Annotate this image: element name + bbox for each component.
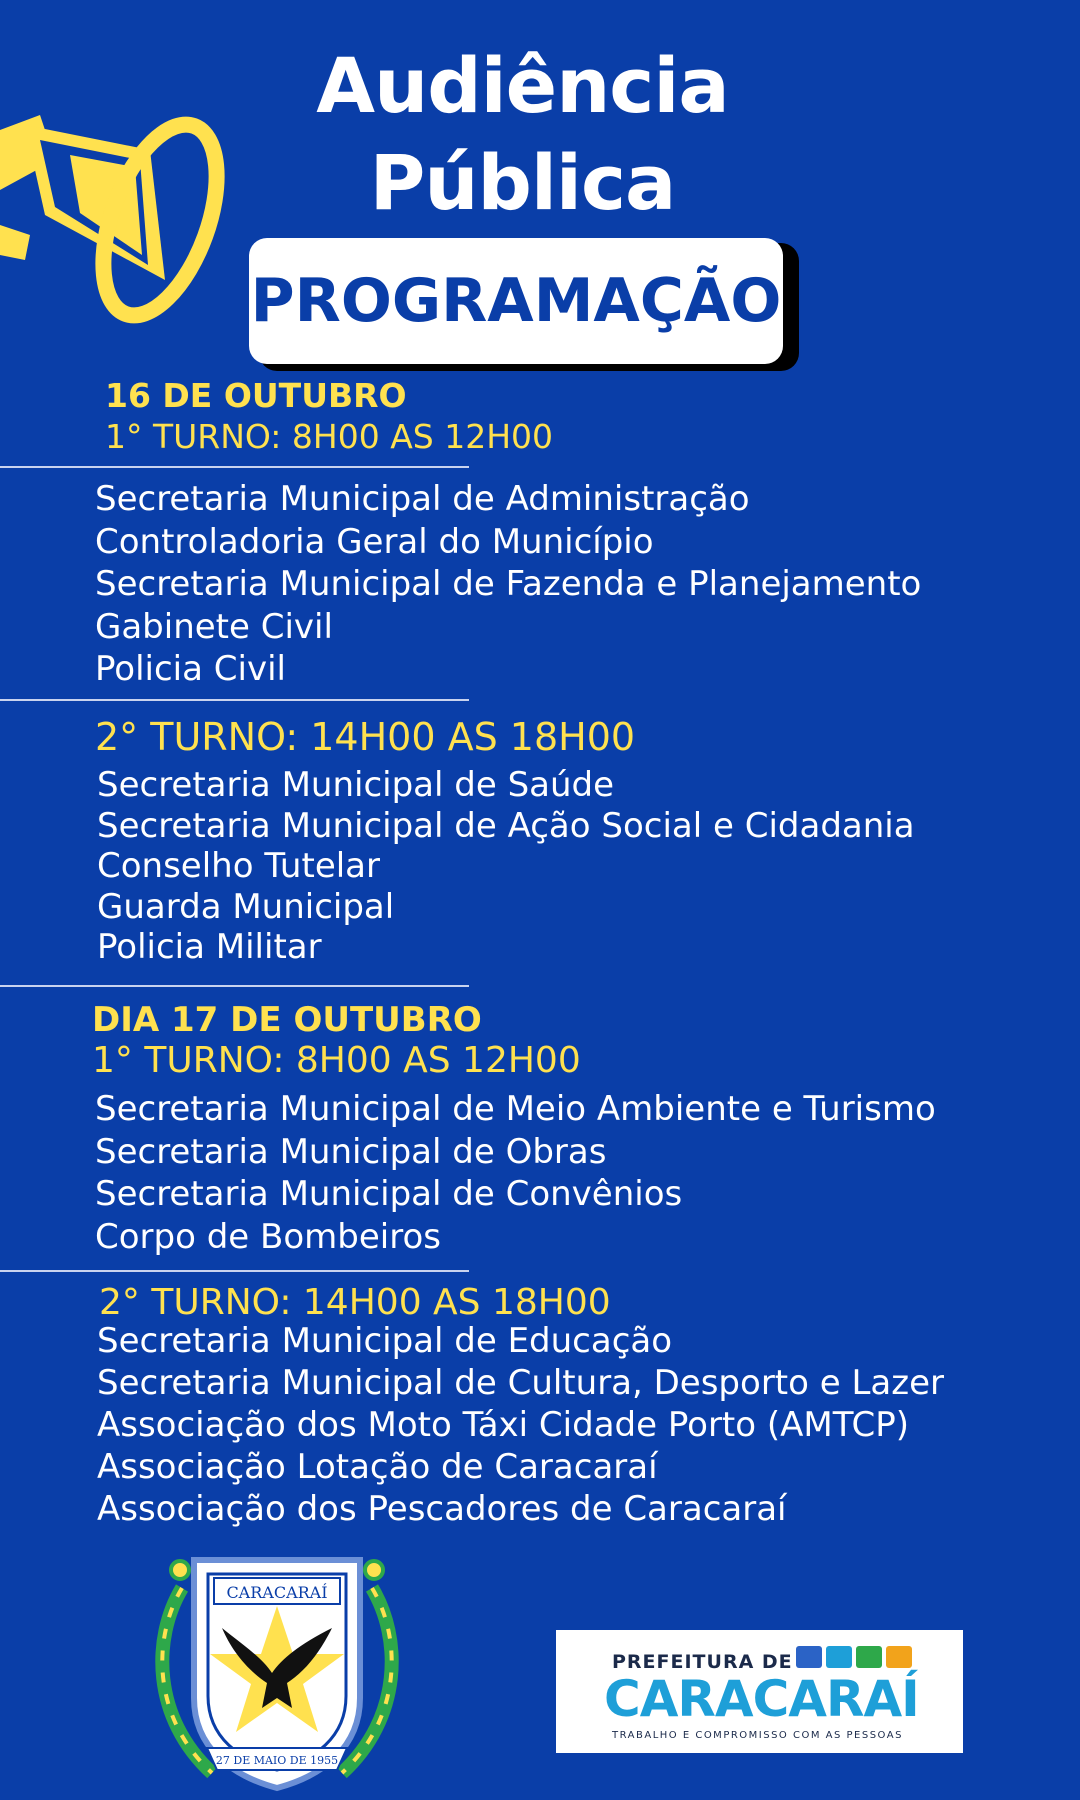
divider: [0, 466, 469, 468]
list-item: Secretaria Municipal de Educação: [97, 1321, 673, 1361]
logo-line1: PREFEITURA DE: [612, 1651, 793, 1673]
list-item: Policia Civil: [95, 649, 286, 689]
programacao-badge: [249, 238, 783, 364]
list-item: Associação dos Moto Táxi Cidade Porto (AMTCP): [97, 1405, 909, 1445]
day2-turno1-list: [95, 1088, 936, 1258]
crest-date: 27 DE MAIO DE 1955: [215, 1754, 339, 1767]
title-line-2: Pública: [369, 138, 676, 227]
list-item: Conselho Tutelar: [97, 846, 380, 886]
list-item: Corpo de Bombeiros: [95, 1216, 441, 1257]
list-item: Secretaria Municipal de Saúde: [97, 765, 615, 805]
list-item: Guarda Municipal: [97, 886, 395, 927]
list-item: Associação dos Pescadores de Caracaraí: [97, 1489, 787, 1529]
day1-turno1-label: 1° TURNO: 8H00 AS 12H00: [105, 417, 554, 456]
divider: [0, 1270, 469, 1272]
logo-line2: CARACARAÍ: [604, 1670, 919, 1728]
list-item: Secretaria Municipal de Administração: [95, 479, 750, 519]
list-item: Secretaria Municipal de Meio Ambiente e Turismo: [95, 1089, 936, 1129]
day2-date: DIA 17 DE OUTUBRO: [92, 1000, 482, 1040]
list-item: Policia Militar: [97, 927, 322, 967]
day1-date: 16 DE OUTUBRO: [105, 376, 407, 415]
divider: [0, 985, 469, 987]
list-item: Controladoria Geral do Município: [95, 521, 654, 562]
list-item: Secretaria Municipal de Convênios: [95, 1174, 683, 1214]
list-item: Secretaria Municipal de Fazenda e Planejamento: [95, 564, 922, 604]
list-item: Secretaria Municipal de Ação Social e Cidadania: [97, 805, 915, 846]
logo-icons: [796, 1644, 916, 1670]
municipal-crest: [152, 1548, 402, 1796]
title-line-1: Audiência: [316, 41, 729, 130]
crest-name: CARACARAÍ: [226, 1583, 328, 1602]
divider: [0, 699, 469, 701]
day2-turno1-label: 1° TURNO: 8H00 AS 12H00: [92, 1040, 581, 1081]
day1-turno2-label: 2° TURNO: 14H00 AS 18H00: [95, 715, 636, 759]
list-item: Associação Lotação de Caracaraí: [97, 1447, 658, 1487]
list-item: Gabinete Civil: [95, 606, 333, 647]
day2-turno2-label: 2° TURNO: 14H00 AS 18H00: [99, 1282, 611, 1323]
badge-label: PROGRAMAÇÃO: [250, 266, 782, 336]
day1-turno2-list: [97, 765, 915, 968]
list-item: Secretaria Municipal de Cultura, Desporto e Lazer: [97, 1363, 944, 1403]
logo-tagline: TRABALHO E COMPROMISSO COM AS PESSOAS: [612, 1730, 903, 1741]
day1-turno1-list: [95, 478, 921, 691]
list-item: Secretaria Municipal de Obras: [95, 1131, 607, 1172]
prefeitura-logo: [556, 1630, 963, 1753]
day2-turno2-list: [97, 1320, 944, 1530]
